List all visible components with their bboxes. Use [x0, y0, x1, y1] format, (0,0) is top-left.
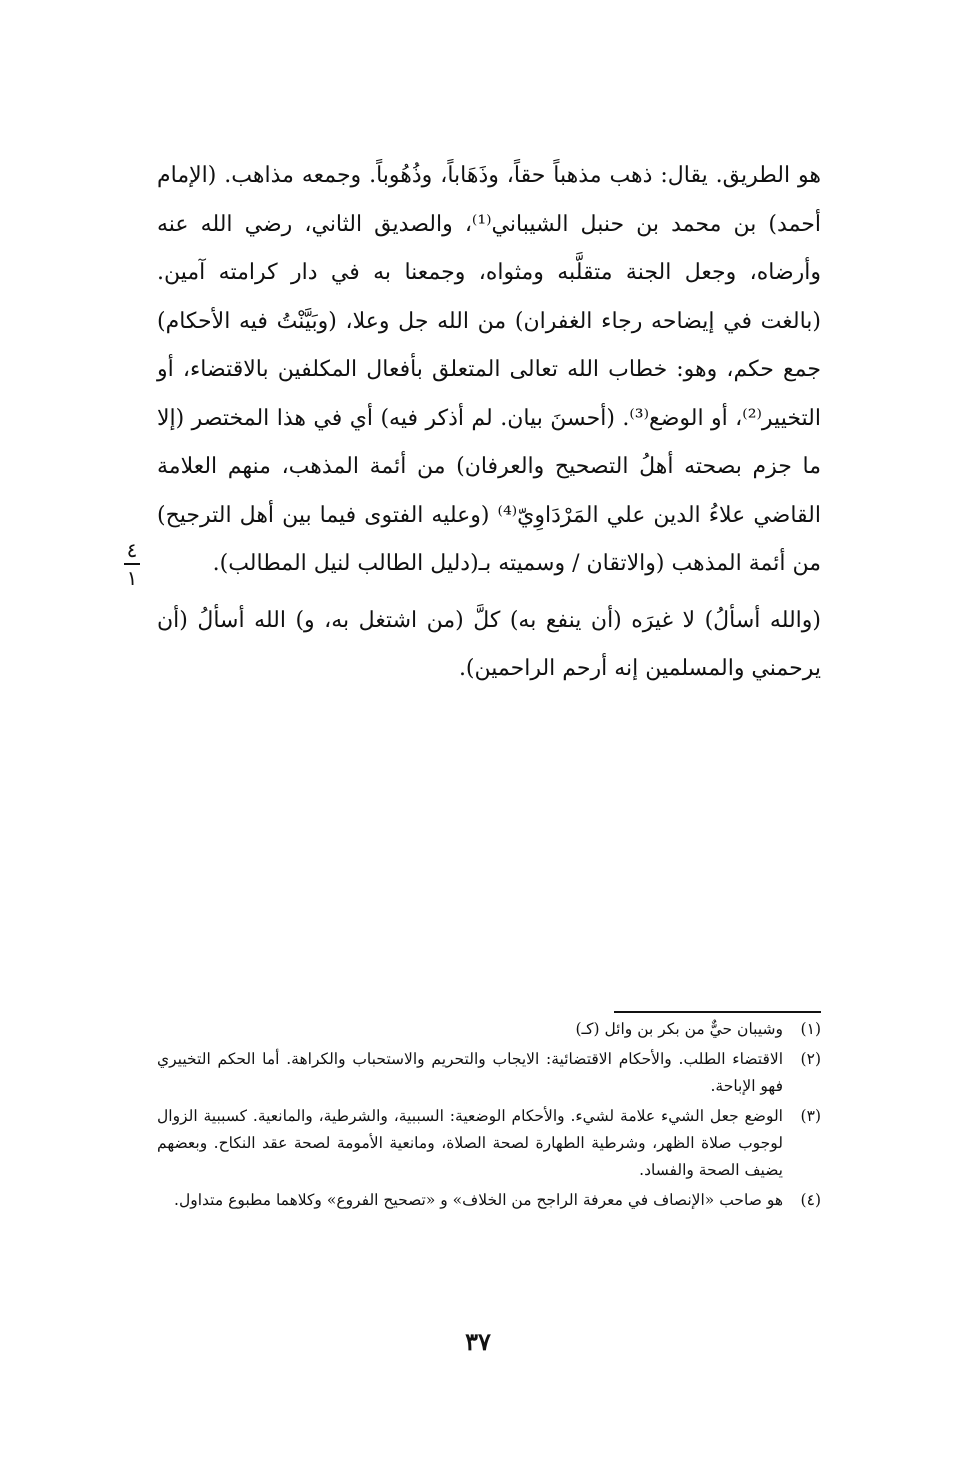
footnote-number: (١): [800, 1020, 821, 1038]
main-text: [157, 152, 821, 694]
footnote-text: الوضع جعل الشيء علامة لشيء. والأحكام الوضعية: السببية، والشرطية، والمانعية. كسببية الزوال لوجوب صلاة الظهر، وشرطية الطهارة لصحة الصلاة، ومانعية الأمومة لصحة عقد النكاح. وبعضهم يضيف الصحة والفساد.: [157, 1107, 783, 1179]
footnote-text: الاقتضاء الطلب. والأحكام الاقتضائية: الايجاب والتحريم والاستحباب والكراهة. أما الحكم التخييري فهو الإباحة.: [157, 1050, 783, 1095]
paragraph-2: (والله أسألُ) لا غيرَه (أن ينفع به) كلَّ (من اشتغل به، و) الله أسألُ (أن يرحمني والمسلمين إنه أرحم الراحمين).: [157, 607, 821, 681]
page-number: ٣٧: [465, 1327, 491, 1356]
footnote-separator: [614, 1011, 821, 1013]
footnote-text: وشيبان حيٌّ من بكر بن وائل (كـ): [575, 1020, 783, 1038]
paragraph-1: هو الطريق. يقال: ذهب مذهباً حقاً، وذَهَاباً، وذُهُوباً. وجمعه مذاهب. (الإمام أحمد) بن محمد بن حنبل الشيباني⁽¹⁾، والصديق الثاني، رضي الله عنه وأرضاه، وجعل الجنة متقلَّبه ومثواه، وجمعنا به في دار كرامته آمين. (بالغت في إيضاحه رجاء الغفران) من الله جل وعلا، (وبَيَّنْتُ فيه الأحكام) جمع حكم، وهو: خطاب الله تعالى المتعلق بأفعال المكلفين بالاقتضاء، أو التخيير⁽²⁾، أو الوضع⁽³⁾. (أحسنَ بيان. لم أذكر فيه) أي في هذا المختصر (إلا ما جزم بصحته أهلُ التصحيح والعرفان) من أئمة المذهب، منهم العلامة القاضي علاءُ الدين علي المَرْدَاوِيّ⁽⁴⁾ (وعليه الفتوى فيما بين أهل الترجيح) من أئمة المذهب (والاتقان / وسميته بـ(دليل الطالب لنيل المطالب).: [157, 163, 821, 576]
footnote: [157, 1103, 821, 1184]
footnote-text: هو صاحب «الإنصاف في معرفة الراجح من الخلاف» و «تصحيح الفروع» وكلاهما مطبوع متداول.: [174, 1191, 783, 1209]
footnote-number: (٣): [800, 1107, 821, 1125]
folio-number-bottom: ١: [126, 565, 138, 590]
manuscript-folio-marker: [120, 540, 144, 588]
folio-divider: [124, 563, 140, 565]
footnote: [157, 1016, 821, 1043]
footnote: [157, 1187, 821, 1214]
footnote: [157, 1046, 821, 1100]
footnote-number: (٢): [800, 1050, 821, 1068]
footnote-number: (٤): [800, 1191, 821, 1209]
footnotes: [157, 1016, 821, 1217]
folio-number-top: ٤: [126, 538, 138, 562]
